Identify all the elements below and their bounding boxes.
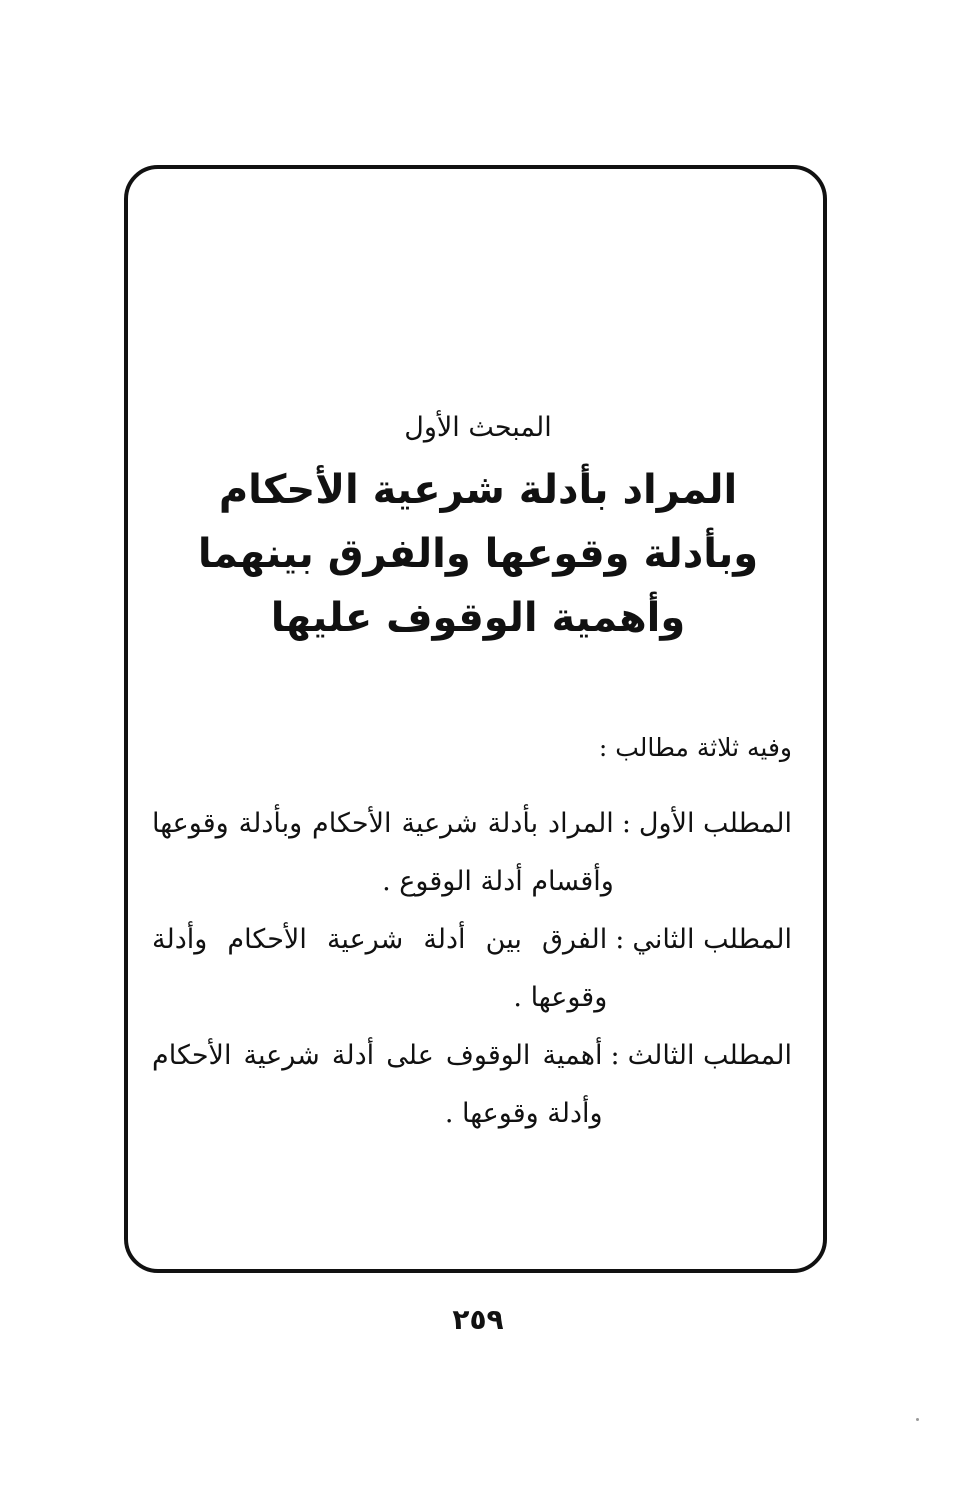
subsection-item-3: [152, 1027, 792, 1143]
subsection-item-2: [152, 911, 792, 1027]
subsection-text: الفرق بين أدلة شرعية الأحكام وأدلة وقوعها .: [152, 924, 608, 1013]
title-line-2: وبأدلة وقوعها والفرق بينهما: [197, 531, 759, 577]
page-number: ٢٥٩: [452, 1303, 504, 1336]
section-label: المبحث الأول: [404, 412, 552, 443]
subsection-item-1: [152, 795, 792, 911]
subsection-label: المطلب الثاني: [632, 924, 792, 955]
subsection-colon: :: [610, 1040, 620, 1071]
subsection-colon: :: [615, 924, 625, 955]
title-line-1: المراد بأدلة شرعية الأحكام: [218, 467, 738, 513]
intro-text: وفيه ثلاثة مطالب :: [598, 733, 792, 762]
subsection-text: أهمية الوقوف على أدلة شرعية الأحكام وأدلة وقوعها .: [152, 1040, 603, 1129]
chapter-title: [0, 458, 956, 650]
title-line-3: وأهمية الوقوف عليها: [270, 595, 686, 641]
subsection-label: المطلب الأول: [638, 808, 792, 839]
scan-speck: [916, 1418, 919, 1421]
subsection-colon: :: [621, 808, 631, 839]
subsection-text: المراد بأدلة شرعية الأحكام وبأدلة وقوعها وأقسام أدلة الوقوع .: [152, 808, 614, 897]
subsection-label: المطلب الثالث: [627, 1040, 792, 1071]
